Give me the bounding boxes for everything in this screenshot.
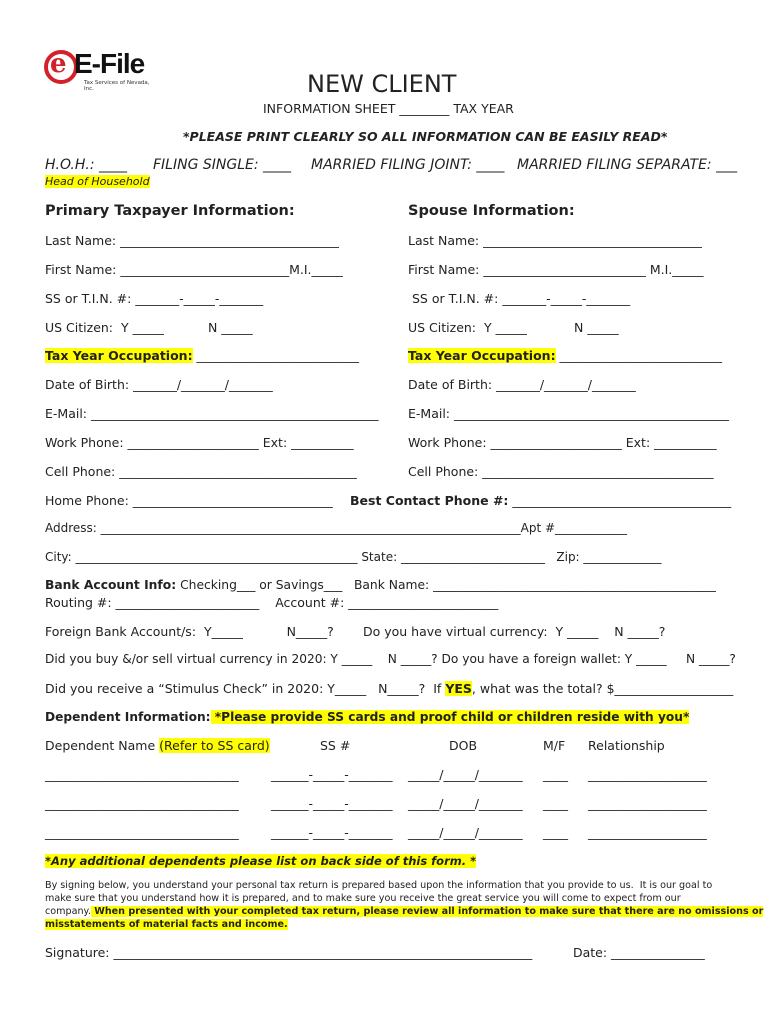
primary-work-phone-field[interactable]: Work Phone: _____________________ Ext: __________ <box>45 435 354 450</box>
primary-occupation-label: Tax Year Occupation: <box>45 348 193 363</box>
dependent-row-name[interactable]: _______________________________ <box>45 767 239 782</box>
primary-dob-field[interactable]: Date of Birth: _______/_______/_______ <box>45 377 273 392</box>
form-title: NEW CLIENT <box>307 70 457 98</box>
virtual-currency-trade-field[interactable]: Did you buy &/or sell virtual currency in 2020: Y _____ N _____? Do you have a foreign wallet: Y _____ N _____? <box>45 652 736 666</box>
additional-dependents-note: *Any additional dependents please list on back side of this form. * <box>45 854 477 868</box>
stimulus-check-field[interactable] <box>45 681 733 696</box>
dependent-row-dob[interactable]: _____/_____/_______ <box>408 796 523 811</box>
dependent-row-ss[interactable]: ______-_____-_______ <box>271 796 393 811</box>
col-dob: DOB <box>449 738 478 753</box>
disclaimer-line-3 <box>45 906 763 917</box>
bank-info-label: Bank Account Info: <box>45 578 177 592</box>
dependent-row-dob[interactable]: _____/_____/_______ <box>408 825 523 840</box>
spouse-citizen-no-field[interactable]: N _____ <box>574 320 619 335</box>
spouse-occupation-line: __________________________ <box>555 348 723 363</box>
col-ss: SS # <box>320 738 351 753</box>
best-contact-label: Best Contact Phone #: <box>350 493 509 508</box>
disclaimer-company: company. <box>45 906 91 917</box>
signature-field[interactable]: Signature: ___________________________________________________________________ <box>45 945 533 960</box>
foreign-bank-field[interactable]: Foreign Bank Account/s: Y_____ N_____? <box>45 624 334 639</box>
primary-occupation-line: __________________________ <box>192 348 360 363</box>
primary-first-name-field[interactable]: First Name: ___________________________M.I._____ <box>45 262 343 277</box>
dependent-row-mf[interactable]: ____ <box>543 767 568 782</box>
dependent-heading <box>45 710 689 724</box>
efile-logo <box>44 50 154 90</box>
spouse-heading: Spouse Information: <box>408 203 575 219</box>
dependent-row-ss[interactable]: ______-_____-_______ <box>271 825 393 840</box>
col-dependent-name <box>45 738 270 753</box>
spouse-last-name-field[interactable]: Last Name: ___________________________________ <box>408 233 702 248</box>
disclaimer-line-4: misstatements of material facts and income. <box>45 919 288 930</box>
form-subtitle: INFORMATION SHEET ________ TAX YEAR <box>263 101 514 116</box>
spouse-first-name-field[interactable]: First Name: __________________________ M.I._____ <box>408 262 704 277</box>
routing-account-field[interactable]: Routing #: _______________________ Account #: ________________________ <box>45 595 499 610</box>
stimulus-total: , what was the total? $___________________ <box>471 681 734 696</box>
hoh-field[interactable]: H.O.H.: ____ <box>45 157 128 173</box>
dependent-row-dob[interactable]: _____/_____/_______ <box>408 767 523 782</box>
dependent-label: Dependent Information: <box>45 710 211 724</box>
primary-email-field[interactable]: E-Mail: ______________________________________________ <box>45 406 379 421</box>
col-name-text: Dependent Name <box>45 738 160 753</box>
married-separate-field[interactable]: MARRIED FILING SEPARATE: ___ <box>517 157 738 173</box>
logo-e-letter: e <box>50 49 67 79</box>
spouse-dob-field[interactable]: Date of Birth: _______/_______/_______ <box>408 377 636 392</box>
disclaimer-line-2: make sure that you understand how it is prepared, and to make sure you receive the great service you will come to expect from our <box>45 893 681 904</box>
primary-cell-phone-field[interactable]: Cell Phone: ______________________________________ <box>45 464 357 479</box>
dependent-row-relationship[interactable]: ___________________ <box>588 825 707 840</box>
disclaimer-review: When presented with your completed tax return, please review all information to make sure that there are no omissions or <box>90 906 764 917</box>
home-phone-field[interactable]: Home Phone: ________________________________ <box>45 493 333 508</box>
dependent-row-mf[interactable]: ____ <box>543 796 568 811</box>
bank-info-line: Checking___ or Savings___ Bank Name: ______________________________________________ <box>176 578 716 592</box>
dependent-note: *Please provide SS cards and proof child or children reside with you* <box>210 710 690 724</box>
filing-single-field[interactable]: FILING SINGLE: ____ <box>153 157 292 173</box>
stimulus-yes: YES <box>445 681 472 696</box>
spouse-cell-phone-field[interactable]: Cell Phone: _____________________________________ <box>408 464 714 479</box>
col-relationship: Relationship <box>588 738 665 753</box>
married-joint-field[interactable]: MARRIED FILING JOINT: ____ <box>311 157 505 173</box>
spouse-citizen-yes-field[interactable]: US Citizen: Y _____ <box>408 320 527 335</box>
logo-word: E-File <box>74 48 145 79</box>
primary-occupation-field[interactable] <box>45 348 359 363</box>
hoh-note: Head of Household <box>45 175 150 188</box>
spouse-occupation-label: Tax Year Occupation: <box>408 348 556 363</box>
primary-heading: Primary Taxpayer Information: <box>45 203 295 219</box>
dependent-row-ss[interactable]: ______-_____-_______ <box>271 767 393 782</box>
primary-ssn-field[interactable]: SS or T.I.N. #: _______-_____-_______ <box>45 291 264 306</box>
primary-last-name-field[interactable]: Last Name: ___________________________________ <box>45 233 339 248</box>
city-state-zip-field[interactable]: City: _______________________________________________ State: ________________________ Zip: _____________ <box>45 550 662 564</box>
spouse-occupation-field[interactable] <box>408 348 722 363</box>
dependent-row-mf[interactable]: ____ <box>543 825 568 840</box>
best-contact-field[interactable] <box>350 493 731 508</box>
spouse-work-phone-field[interactable]: Work Phone: _____________________ Ext: __________ <box>408 435 717 450</box>
col-mf: M/F <box>543 738 566 753</box>
dependent-row-name[interactable]: _______________________________ <box>45 796 239 811</box>
bank-info-field[interactable] <box>45 578 716 592</box>
spouse-email-field[interactable]: E-Mail: ____________________________________________ <box>408 406 729 421</box>
dependent-row-relationship[interactable]: ___________________ <box>588 767 707 782</box>
print-instruction: *PLEASE PRINT CLEARLY SO ALL INFORMATION CAN BE EASILY READ* <box>183 129 668 144</box>
primary-citizen-no-field[interactable]: N _____ <box>208 320 253 335</box>
primary-citizen-yes-field[interactable]: US Citizen: Y _____ <box>45 320 164 335</box>
best-contact-line: ___________________________________ <box>508 493 732 508</box>
col-name-note: (Refer to SS card) <box>159 738 270 753</box>
virtual-currency-field[interactable]: Do you have virtual currency: Y _____ N _____? <box>363 624 666 639</box>
disclaimer-line-1: By signing below, you understand your personal tax return is prepared based upon the information that you provide to us. It is our goal to <box>45 880 713 891</box>
spouse-ssn-field[interactable]: SS or T.I.N. #: _______-_____-_______ <box>408 291 631 306</box>
dependent-row-relationship[interactable]: ___________________ <box>588 796 707 811</box>
address-field[interactable]: Address: ______________________________________________________________________Apt #____________ <box>45 521 628 535</box>
date-field[interactable]: Date: _______________ <box>573 945 705 960</box>
dependent-row-name[interactable]: _______________________________ <box>45 825 239 840</box>
stimulus-question: Did you receive a “Stimulus Check” in 2020: Y_____ N_____? If <box>45 681 446 696</box>
logo-subtitle: Tax Services of Nevada, Inc. <box>84 80 150 92</box>
